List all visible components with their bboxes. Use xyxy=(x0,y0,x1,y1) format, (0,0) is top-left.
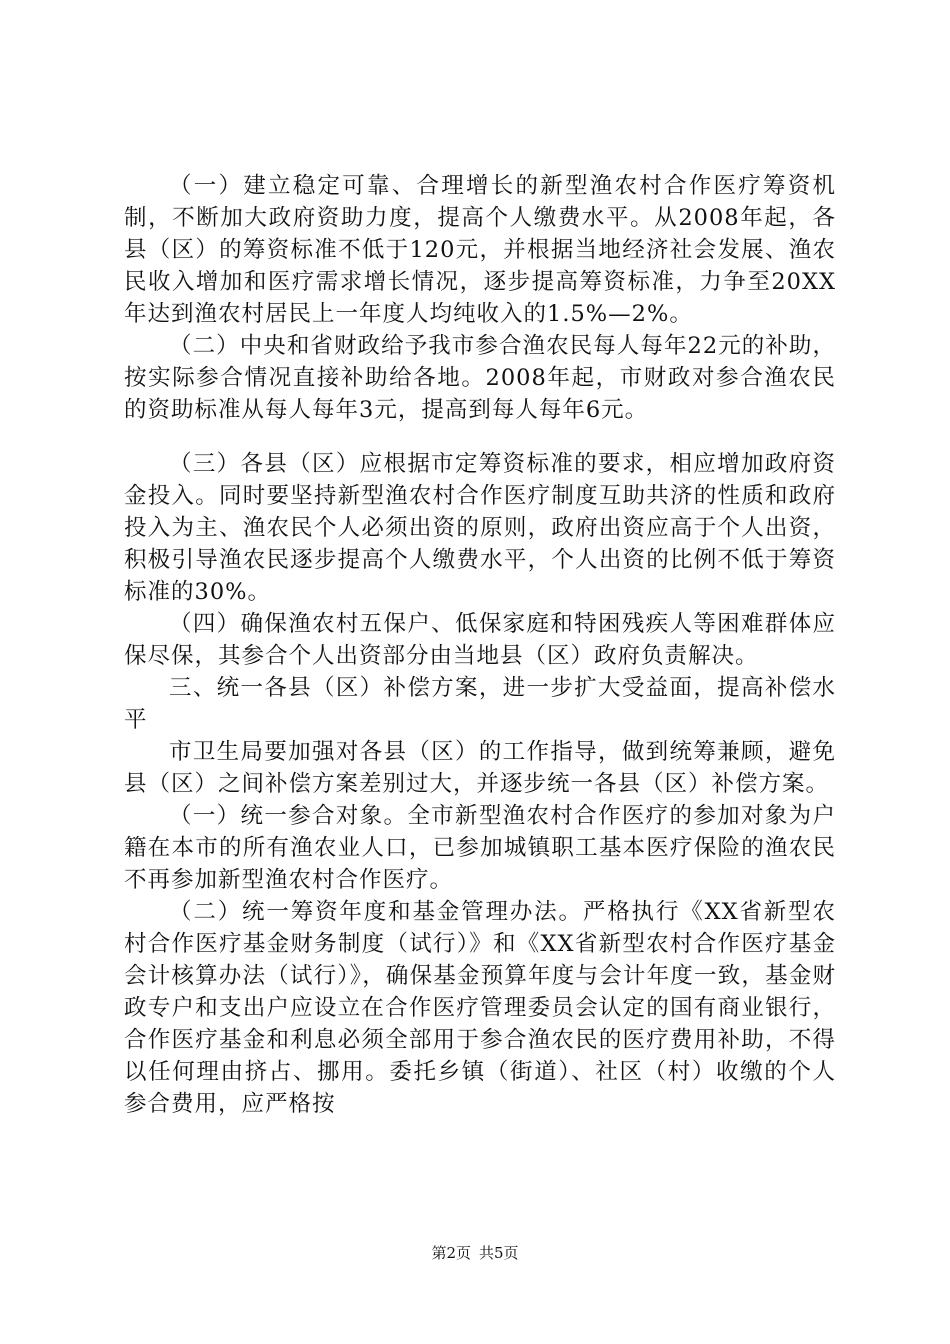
paragraph-funding-mechanism: （一）建立稳定可靠、合理增长的新型渔农村合作医疗筹资机制，不断加大政府资助力度，提高个人缴费水平。从2008年起，各县（区）的筹资标准不低于120元，并根据当地经济社会发展、渔农民收入增加和医疗需求增长情况，逐步提高筹资标准，力争至20XX年达到渔农村居民上一年度人均纯收入的1.5%—2%。 xyxy=(124,173,836,327)
paragraph-fund-management: （二）统一筹资年度和基金管理办法。严格执行《XX省新型农村合作医疗基金财务制度（试行）》和《XX省新型农村合作医疗基金会计核算办法（试行）》，确保基金预算年度与会计年度一致，基金财政专户和支出户应设立在合作医疗管理委员会认定的国有商业银行，合作医疗基金和利息必须全部用于参合渔农民的医疗费用补助，不得以任何理由挤占、挪用。委托乡镇（街道）、社区（村）收缴的个人参合费用，应严格按 xyxy=(124,899,836,1117)
page-footer xyxy=(0,1243,950,1263)
section-heading-compensation: 三、统一各县（区）补偿方案，进一步扩大受益面，提高补偿水平 xyxy=(124,675,836,733)
paragraph-unified-participants: （一）统一参合对象。全市新型渔农村合作医疗的参加对象为户籍在本市的所有渔农业人口，已参加城镇职工基本医疗保险的渔农民不再参加新型渔农村合作医疗。 xyxy=(124,803,836,893)
paragraph-vulnerable-groups: （四）确保渔农村五保户、低保家庭和特困残疾人等困难群体应保尽保，其参合个人出资部分由当地县（区）政府负责解决。 xyxy=(124,611,836,669)
paragraph-central-subsidy: （二）中央和省财政给予我市参合渔农民每人每年22元的补助，按实际参合情况直接补助给各地。2008年起，市财政对参合渔农民的资助标准从每人每年3元，提高到每人每年6元。 xyxy=(124,333,836,423)
paragraph-gap xyxy=(124,426,836,448)
paragraph-health-bureau: 市卫生局要加强对各县（区）的工作指导，做到统筹兼顾，避免县（区）之间补偿方案差别过大，并逐步统一各县（区）补偿方案。 xyxy=(124,739,836,797)
document-body xyxy=(124,170,836,1120)
page-number: 第2页 xyxy=(431,1244,471,1262)
page-total: 共5页 xyxy=(479,1244,519,1262)
paragraph-county-investment: （三）各县（区）应根据市定筹资标准的要求，相应增加政府资金投入。同时要坚持新型渔农村合作医疗制度互助共济的性质和政府投入为主、渔农民个人必须出资的原则，政府出资应高于个人出资，积极引导渔农民逐步提高个人缴费水平，个人出资的比例不低于筹资标准的30%。 xyxy=(124,451,836,605)
